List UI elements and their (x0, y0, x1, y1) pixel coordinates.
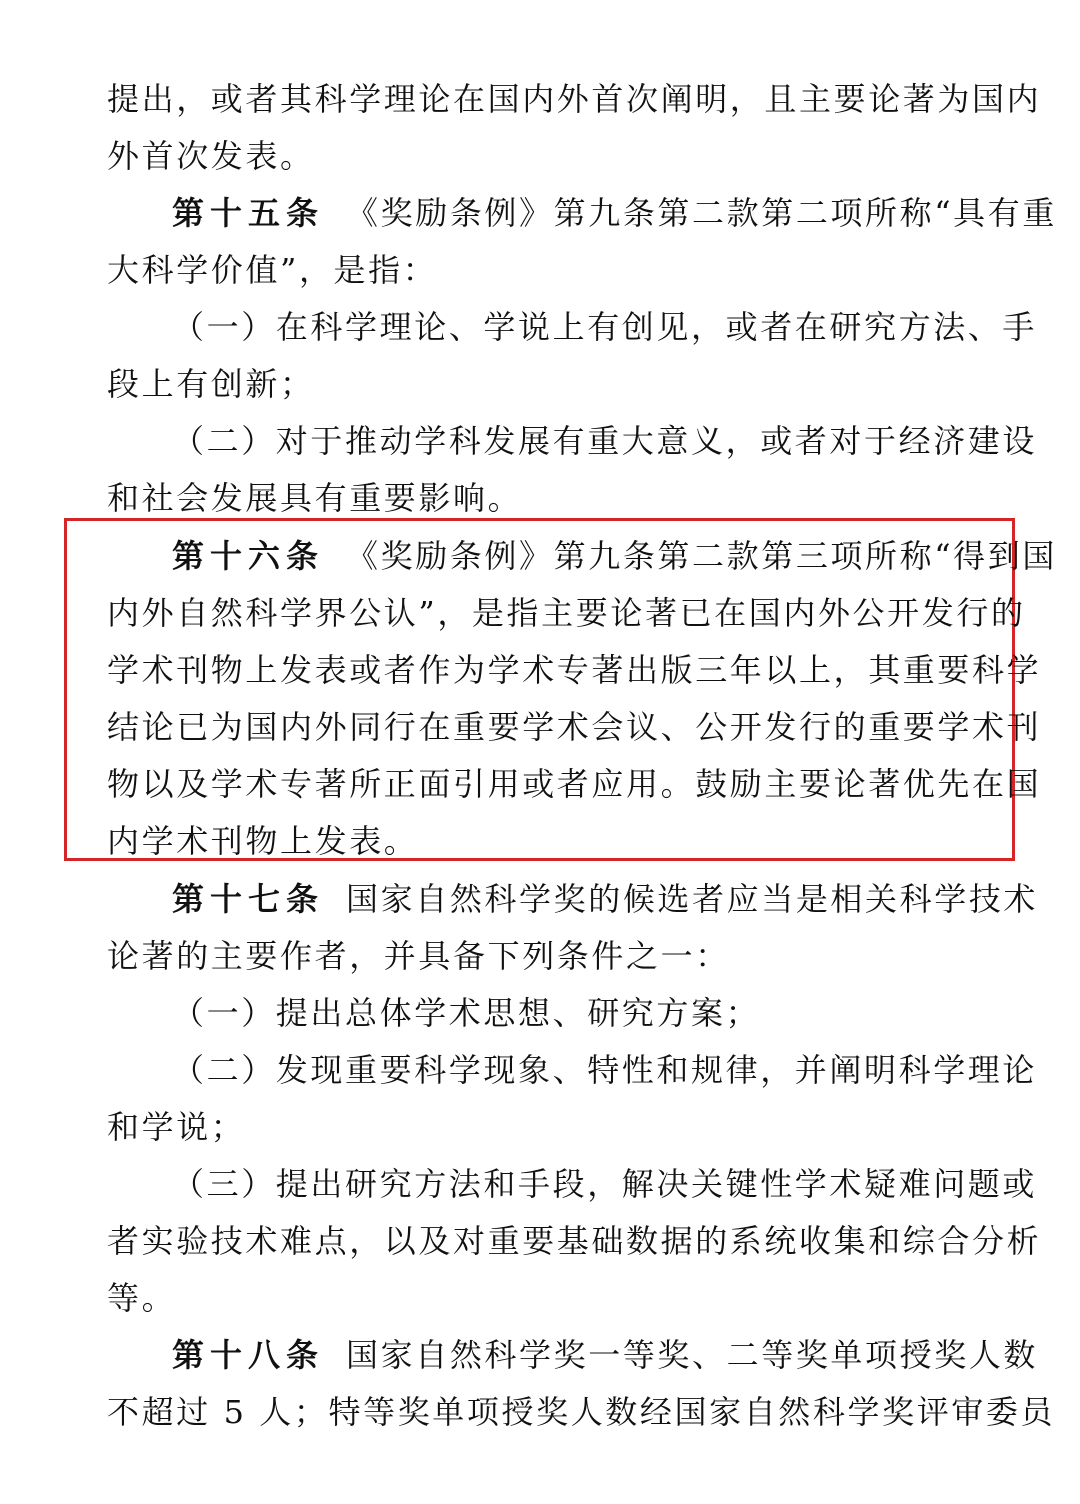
paragraph-line (172, 993, 979, 1033)
paragraph-line (172, 1164, 1038, 1204)
line-text: （一）提出总体学术思想、研究方案； (172, 994, 761, 1032)
line-text: （一）在科学理论、学说上有创见，或者在研究方法、手 (172, 308, 1038, 346)
line-text: 内学术刊物上发表。 (107, 822, 419, 860)
paragraph-line (107, 1221, 1042, 1261)
article-label-15: 第十五条 (172, 194, 325, 232)
line-text: 结论已为国内外同行在重要学术会议、公开发行的重要学术刊 (107, 708, 1042, 746)
paragraph-line (107, 650, 1042, 690)
line-text: 者实验技术难点，以及对重要基础数据的系统收集和综合分析 (107, 1222, 1042, 1260)
line-text: 和社会发展具有重要影响。 (107, 479, 523, 517)
line-text: 物以及学术专著所正面引用或者应用。鼓励主要论著优先在国 (107, 765, 1042, 803)
paragraph-line (107, 1392, 1056, 1432)
line-text: 学术刊物上发表或者作为学术专著出版三年以上，其重要科学 (107, 651, 1042, 689)
article-heading-line (172, 1335, 1039, 1375)
paragraph-line (107, 593, 1026, 633)
line-text: 外首次发表。 (107, 137, 315, 175)
paragraph-line (172, 421, 1038, 461)
line-text: 国家自然科学奖一等奖、二等奖单项授奖人数 (346, 1336, 1039, 1374)
paragraph-line (107, 250, 979, 290)
paragraph-line (107, 821, 979, 861)
line-text: 论著的主要作者，并具备下列条件之一： (107, 937, 730, 975)
paragraph-line (172, 1050, 1038, 1090)
paragraph-line (107, 136, 979, 176)
line-text: 《奖励条例》第九条第二款第二项所称“具有重 (346, 194, 1057, 232)
paragraph-line (107, 707, 1042, 747)
line-text: 提出，或者其科学理论在国内外首次阐明，且主要论著为国内 (107, 80, 1042, 118)
article-heading-line (172, 879, 1039, 919)
line-text: 《奖励条例》第九条第二款第三项所称“得到国 (346, 537, 1057, 575)
line-text: 段上有创新； (107, 365, 315, 403)
line-text: 国家自然科学奖的候选者应当是相关科学技术 (346, 880, 1039, 918)
paragraph-line (107, 764, 1042, 804)
paragraph-line (107, 1278, 979, 1318)
paragraph-line (107, 478, 979, 518)
paragraph-line (107, 79, 1042, 119)
article-heading-line (172, 536, 1057, 576)
line-text: （二）对于推动学科发展有重大意义，或者对于经济建设 (172, 422, 1038, 460)
article-label-17: 第十七条 (172, 880, 325, 918)
line-text: 不超过 5 人；特等奖单项授奖人数经国家自然科学奖评审委员 (107, 1393, 1056, 1431)
line-text: （三）提出研究方法和手段，解决关键性学术疑难问题或 (172, 1165, 1038, 1203)
line-text: 等。 (107, 1279, 177, 1317)
line-text: （二）发现重要科学现象、特性和规律，并阐明科学理论 (172, 1051, 1038, 1089)
article-label-16: 第十六条 (172, 537, 325, 575)
paragraph-line (107, 1107, 979, 1147)
article-label-18: 第十八条 (172, 1336, 325, 1374)
line-text: 内外自然科学界公认”，是指主要论著已在国内外公开发行的 (107, 594, 1026, 632)
paragraph-line (107, 364, 979, 404)
line-text: 大科学价值”，是指： (107, 251, 438, 289)
paragraph-line (172, 307, 1038, 347)
line-text: 和学说； (107, 1108, 246, 1146)
article-heading-line (172, 193, 1057, 233)
paragraph-line (107, 936, 979, 976)
